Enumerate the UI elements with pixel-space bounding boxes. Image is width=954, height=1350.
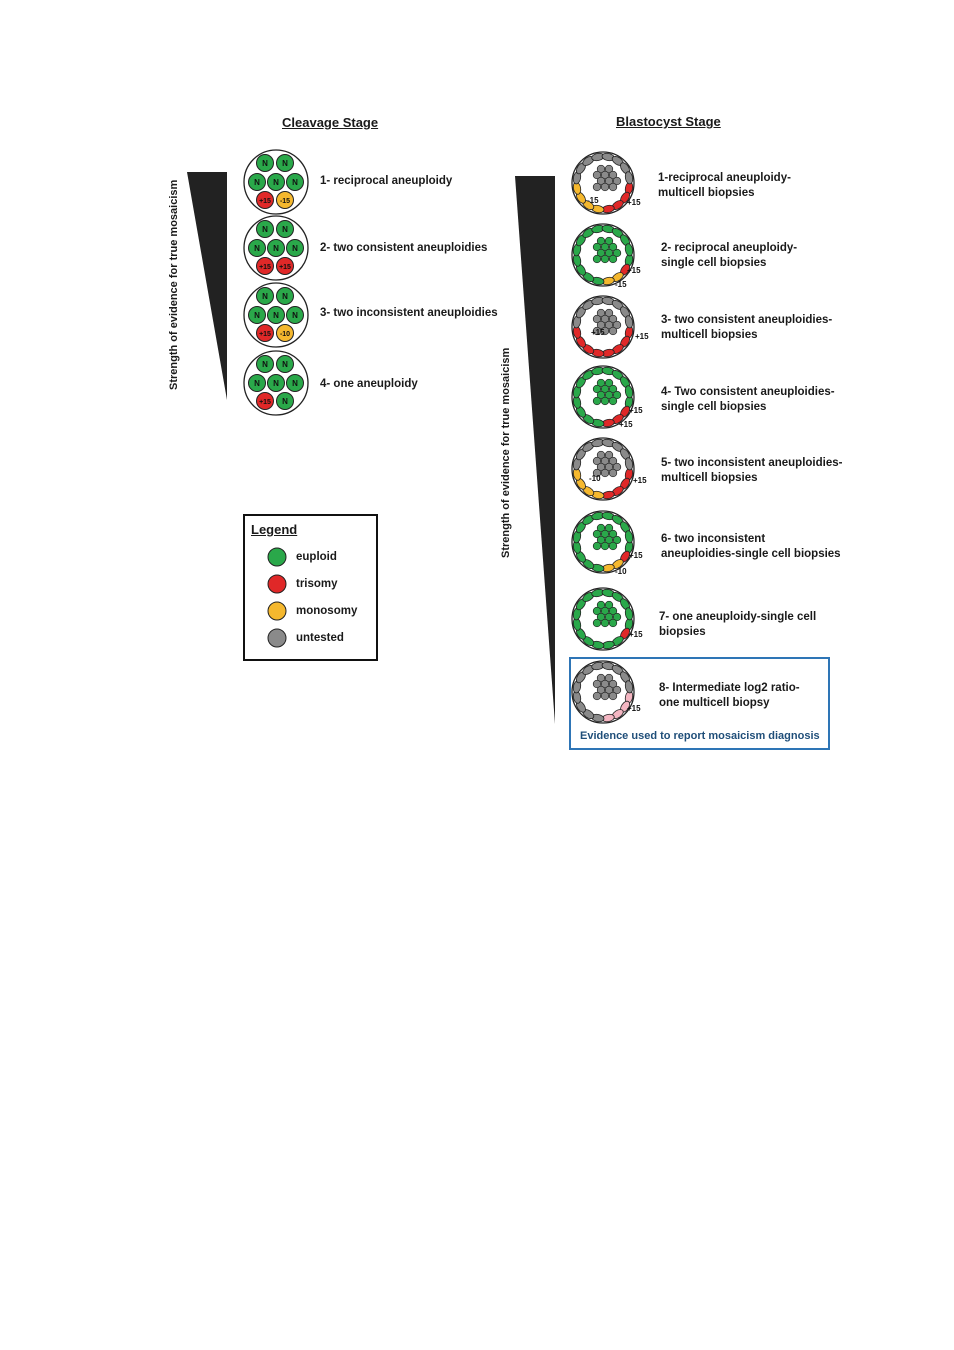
cleavage-evidence-axis-label: Strength of evidence for true mosaicism (168, 179, 180, 390)
blastocyst-embryo-2 (572, 224, 641, 289)
mosaicism-evidence-note: Evidence used to report mosaicism diagnosis (580, 730, 820, 742)
legend-monosomy-swatch (268, 602, 286, 620)
cleavage-cell-label: +15 (259, 264, 271, 271)
cleavage-cell-label: N (292, 311, 298, 320)
inner-cell-mass-cell (609, 619, 617, 627)
inner-cell-mass-cell (609, 469, 617, 477)
cleavage-embryo-2 (244, 216, 308, 280)
blastocyst-chromosome-label: -10 (615, 567, 627, 576)
inner-cell-mass-cell (609, 327, 617, 335)
cleavage-cell-label: N (273, 379, 279, 388)
cleavage-cell-label: +15 (279, 264, 291, 271)
inner-cell-mass-cell (593, 619, 601, 627)
blastocyst-chromosome-label: +15 (633, 476, 647, 485)
blastocyst-chromosome-label: +15 (635, 332, 649, 341)
cleavage-evidence-wedge (185, 170, 230, 402)
cleavage-embryos (240, 145, 315, 420)
cleavage-cell-label: +15 (259, 331, 271, 338)
blastocyst-chromosome-label: +15 (627, 704, 641, 713)
cleavage-cell-label: -10 (279, 331, 291, 338)
cleavage-cell-label: N (282, 292, 288, 301)
cleavage-cell-label: N (292, 379, 298, 388)
cleavage-cell-label: N (262, 225, 268, 234)
blastocyst-embryo-4 (572, 366, 643, 429)
inner-cell-mass-cell (593, 255, 601, 263)
blastocyst-item-7-label: 7- one aneuploidy-single cell biopsies (659, 611, 817, 638)
cleavage-cell-label: +15 (259, 198, 271, 205)
blastocyst-embryo-7 (572, 588, 643, 650)
cleavage-cell-label: N (254, 178, 260, 187)
cleavage-cell-label: N (254, 311, 260, 320)
blastocyst-chromosome-label: +15 (619, 420, 633, 429)
blastocyst-embryos (565, 145, 660, 735)
cleavage-cell-label: N (262, 159, 268, 168)
cleavage-item-3-label: 3- two inconsistent aneuploidies (320, 307, 498, 319)
legend-trisomy-label: trisomy (296, 578, 338, 590)
blastocyst-item-2-label: 2- reciprocal aneuploidy- single cell biopsies (661, 242, 798, 269)
blastocyst-chromosome-label: +15 (627, 198, 641, 207)
inner-cell-mass-cell (601, 542, 609, 550)
inner-cell-mass-cell (593, 397, 601, 405)
cleavage-embryo-3 (244, 283, 308, 347)
legend-untested-swatch (268, 629, 286, 647)
legend-untested-label: untested (296, 632, 344, 644)
inner-cell-mass-cell (601, 397, 609, 405)
blastocyst-evidence-axis-label: Strength of evidence for true mosaicism (500, 347, 512, 558)
blastocyst-chromosome-label: -10 (589, 474, 601, 483)
inner-cell-mass-cell (601, 255, 609, 263)
inner-cell-mass-cell (609, 397, 617, 405)
legend-trisomy-swatch (268, 575, 286, 593)
inner-cell-mass-cell (609, 542, 617, 550)
legend-euploid-swatch (268, 548, 286, 566)
cleavage-item-4-label: 4- one aneuploidy (320, 378, 418, 390)
cleavage-cell-label: N (282, 397, 288, 406)
blastocyst-item-1-label: 1-reciprocal aneuploidy- multicell biopsies (658, 172, 791, 199)
blastocyst-chromosome-label: -15 (587, 196, 599, 205)
cleavage-cell-label: N (254, 379, 260, 388)
blastocyst-chromosome-label: +15 (627, 266, 641, 275)
cleavage-item-2-label: 2- two consistent aneuploidies (320, 242, 488, 254)
cleavage-cell-label: N (262, 292, 268, 301)
cleavage-cell-label: N (292, 178, 298, 187)
blastocyst-chromosome-label: +15 (629, 551, 643, 560)
blastocyst-embryo-1 (572, 152, 641, 214)
cleavage-cell-label: N (273, 311, 279, 320)
blastocyst-chromosome-label: -15 (615, 280, 627, 289)
blastocyst-item-8-label: 8- Intermediate log2 ratio- one multicell biopsy (659, 682, 800, 709)
blastocyst-item-6-label: 6- two inconsistent aneuploidies-single cell biopsies (661, 533, 841, 560)
legend-swatches (265, 546, 289, 656)
cleavage-stage-title: Cleavage Stage (282, 115, 379, 130)
cleavage-cell-label: N (282, 159, 288, 168)
inner-cell-mass-cell (601, 469, 609, 477)
blastocyst-embryo-3 (572, 296, 649, 358)
cleavage-embryo-1 (244, 150, 308, 214)
blastocyst-item-4-label: 4- Two consistent aneuploidies- single cell biopsies (661, 386, 835, 413)
legend (243, 514, 378, 661)
cleavage-item-1-label: 1- reciprocal aneuploidy (320, 175, 453, 187)
inner-cell-mass-cell (609, 183, 617, 191)
cleavage-cell-label: N (273, 178, 279, 187)
cleavage-cell-label: N (282, 360, 288, 369)
inner-cell-mass-cell (601, 183, 609, 191)
legend-title: Legend (251, 522, 298, 537)
cleavage-cell-label: N (254, 244, 260, 253)
cleavage-embryo-4 (244, 351, 308, 415)
blastocyst-embryo-5 (572, 438, 647, 500)
blastocyst-embryo-6 (572, 511, 643, 576)
inner-cell-mass-cell (601, 619, 609, 627)
cleavage-cell-label: N (292, 244, 298, 253)
inner-cell-mass-cell (593, 183, 601, 191)
blastocyst-chromosome-label: +15 (629, 630, 643, 639)
cleavage-cell-label: N (282, 225, 288, 234)
blastocyst-evidence-wedge (513, 174, 558, 726)
cleavage-cell-label: +15 (259, 399, 271, 406)
cleavage-cell-label: N (273, 244, 279, 253)
legend-euploid-label: euploid (296, 551, 337, 563)
cleavage-cell-label: N (262, 360, 268, 369)
blastocyst-item-3-label: 3- two consistent aneuploidies- multicell biopsies (661, 314, 833, 341)
blastocyst-chromosome-label: +15 (629, 406, 643, 415)
blastocyst-stage-title: Blastocyst Stage (616, 114, 721, 129)
cleavage-cell-label: -15 (279, 198, 291, 205)
blastocyst-chromosome-label: +15 (591, 328, 605, 337)
blastocyst-item-5-label: 5- two inconsistent aneuploidies- multicell biopsies (661, 457, 843, 484)
inner-cell-mass-cell (609, 255, 617, 263)
legend-monosomy-label: monosomy (296, 605, 358, 617)
inner-cell-mass-cell (593, 542, 601, 550)
